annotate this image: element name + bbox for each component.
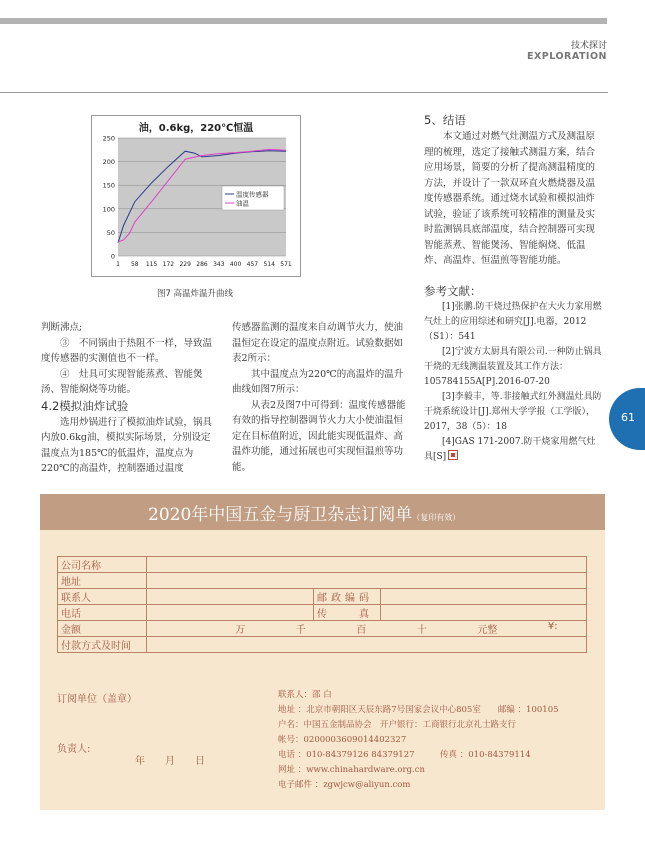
x-tick-label: 514 xyxy=(263,261,275,268)
section-heading-4-2: 4.2模拟油炸试验 xyxy=(41,398,129,413)
y-tick-label: 250 xyxy=(102,134,115,143)
x-tick-label: 457 xyxy=(246,261,259,268)
subscription-title-note: （复印有效） xyxy=(412,513,461,522)
section-title-en: EXPLORATION xyxy=(526,51,607,62)
bank-name: 开户银行：工商银行北京礼士路支行 xyxy=(380,720,517,730)
unit-qian: 千 xyxy=(295,625,306,636)
table-row xyxy=(58,573,587,589)
payment-label: 付款方式及时间 xyxy=(58,637,147,653)
legend-label: 温度传感器 xyxy=(236,190,269,199)
end-mark-icon xyxy=(448,450,458,460)
y-tick-label: 50 xyxy=(106,228,115,237)
table-row xyxy=(58,589,587,605)
amount-label: 金额 xyxy=(58,621,147,637)
legend-label: 油温 xyxy=(236,199,249,208)
figure-caption: 图7 高温炸温升曲线 xyxy=(156,289,234,299)
subscription-table xyxy=(57,556,587,653)
right-column xyxy=(424,112,604,465)
amount-field[interactable] xyxy=(147,621,587,637)
x-tick-label: 571 xyxy=(280,261,292,268)
page-number-tab xyxy=(609,388,645,450)
x-tick-label: 172 xyxy=(162,261,175,268)
unit-wan: 万 xyxy=(235,625,246,636)
x-tick-label: 229 xyxy=(179,261,191,268)
paragraph: 判断沸点; xyxy=(41,322,83,333)
address-text: 地址 ：北京市朝阳区天辰东路7号国家会议中心805室 xyxy=(278,705,481,715)
order-unit-label: 订阅单位（盖章） xyxy=(57,694,137,705)
contact-field[interactable] xyxy=(147,589,314,605)
company-field[interactable] xyxy=(147,557,587,573)
table-row xyxy=(58,605,587,621)
address-info xyxy=(278,703,559,718)
fax-label: 传 真 xyxy=(314,605,381,621)
date-labels: 年 月 日 xyxy=(135,756,205,767)
unit-shi: 十 xyxy=(416,625,427,636)
reference-item: [3]李毅丰，等.非接触式红外测温灶具防干烧系统设计[J].郑州大学学报（工学版），2017，38（5）：18 xyxy=(424,391,602,432)
x-tick-label: 115 xyxy=(145,261,158,268)
section-title-zh: 技术探讨 xyxy=(570,41,607,51)
unit-yuan: 元整 xyxy=(477,625,498,636)
email[interactable]: 电子邮件 ：zgwjcw@aliyun.com xyxy=(278,780,411,790)
fax-text: 传真 ：010-84379114 xyxy=(440,750,531,760)
company-label: 公司名称 xyxy=(58,557,147,573)
x-tick-label: 343 xyxy=(213,261,225,268)
paragraph: ③ 不同锅由于热阻不一样，导致温度传感器的实测值也不一样。 xyxy=(41,337,213,364)
x-tick-label: 286 xyxy=(196,261,208,268)
postcode-label: 邮政编码 xyxy=(314,589,381,605)
chart-title: 油，0.6kg，220℃恒温 xyxy=(138,123,254,134)
unit-bai: 百 xyxy=(356,625,367,636)
contact-info xyxy=(278,688,559,793)
phone-text: 电话 ：010-84379126 84379127 xyxy=(278,750,415,760)
reference-item: [2]宁波方太厨具有限公司.一种防止锅具干烧的无线测温装置及其工作方法：105784155A[P].2016-07-20 xyxy=(424,346,602,387)
reference-item: [1]张鹏.防干烧过热保护在大火力家用燃气灶上的应用综述和研究[J].电器，2012（S1）：541 xyxy=(424,301,602,342)
section-heading-5: 5、结语 xyxy=(424,113,466,127)
y-tick-label: 100 xyxy=(102,205,115,214)
subscription-form xyxy=(40,494,605,810)
paragraph: ④ 灶具可实现智能蒸煮、智能煲汤、智能焖烧等功能。 xyxy=(41,368,203,395)
table-row xyxy=(58,637,587,653)
paragraph: 选用炒锅进行了模拟油炸试验，锅具内放0.6kg油，模拟实际场景，分别设定温度点为185℃的低温炸，温度点为220℃的高温炸，控制器通过温度 xyxy=(41,416,213,474)
phone-label: 电话 xyxy=(58,605,147,621)
paragraph: 从表2及图7中可得到：温度传感器能有效的指导控制器调节火力大小使油温恒定在目标值附近，因此能实现低温炸、高温炸功能，通过拓展也可实现恒温煎等功能。 xyxy=(232,399,406,473)
x-tick-label: 58 xyxy=(130,261,139,268)
page-number: 61 xyxy=(621,411,635,424)
postcode-field[interactable] xyxy=(381,589,587,605)
contact-label: 联系人 xyxy=(58,589,147,605)
y-tick-label: 150 xyxy=(102,181,115,190)
responsible-label: 负责人: xyxy=(57,744,91,755)
address-label: 地址 xyxy=(58,573,147,589)
address-field[interactable] xyxy=(147,573,587,589)
references-heading: 参考文献： xyxy=(424,283,482,298)
fax-field[interactable] xyxy=(381,605,587,621)
phone-fax-info xyxy=(278,748,559,763)
chart-canvas xyxy=(92,116,300,276)
table-row xyxy=(58,621,587,637)
phone-field[interactable] xyxy=(147,605,314,621)
table-row xyxy=(58,557,587,573)
left-column xyxy=(41,320,218,477)
paragraph: 传感器监测的温度来自动调节火力，使油温恒定在设定的温度点附近。试验数据如表2所示： xyxy=(232,322,404,364)
payment-field[interactable] xyxy=(147,637,587,653)
header-divider xyxy=(0,92,608,93)
contact-person: 联系人：邵 白 xyxy=(278,690,332,700)
reference-item xyxy=(424,435,604,465)
conclusion-paragraph: 本文通过对燃气灶测温方式及测温原理的梳理，选定了接触式测温方案，结合应用场景，简要的分析了提高测温精度的方法，并设计了一款双环直火燃烧器及温度传感器系统。通过烧水试验和模拟油炸试验，验证了该系统可较精准的测量及实时监测锅具底部温度，结合控制器可实现智能蒸煮、智能煲汤、智能焖烧、低温炸、高温炸、恒温煎等智能功能。 xyxy=(424,131,596,266)
account-name: 户名：中国五金制品协会 xyxy=(278,720,372,730)
top-rule xyxy=(0,18,607,24)
middle-column xyxy=(232,320,409,475)
subscription-title-bar xyxy=(40,494,605,530)
unit-yen: ¥: xyxy=(547,621,558,632)
subscription-title-text: 2020年中国五金与厨卫杂志订阅单 xyxy=(148,505,413,525)
website[interactable]: 网址 ：www.chinahardware.org.cn xyxy=(278,765,425,775)
y-tick-label: 200 xyxy=(102,158,115,167)
x-tick-label: 1 xyxy=(116,261,120,268)
subscription-title xyxy=(148,500,460,525)
x-tick-label: 400 xyxy=(229,261,242,268)
bank-info xyxy=(278,718,559,733)
temperature-chart xyxy=(91,115,301,277)
reference-text: [4]GAS 171-2007.防干烧家用燃气灶具[S] xyxy=(424,436,596,462)
paragraph: 其中温度点为220℃的高温炸的温升曲线如图7所示： xyxy=(232,368,404,395)
postcode-text: 邮编 ：100105 xyxy=(497,705,559,715)
y-tick-label: 0 xyxy=(110,252,115,261)
account-number: 帐号：0200003609014402327 xyxy=(278,735,407,745)
